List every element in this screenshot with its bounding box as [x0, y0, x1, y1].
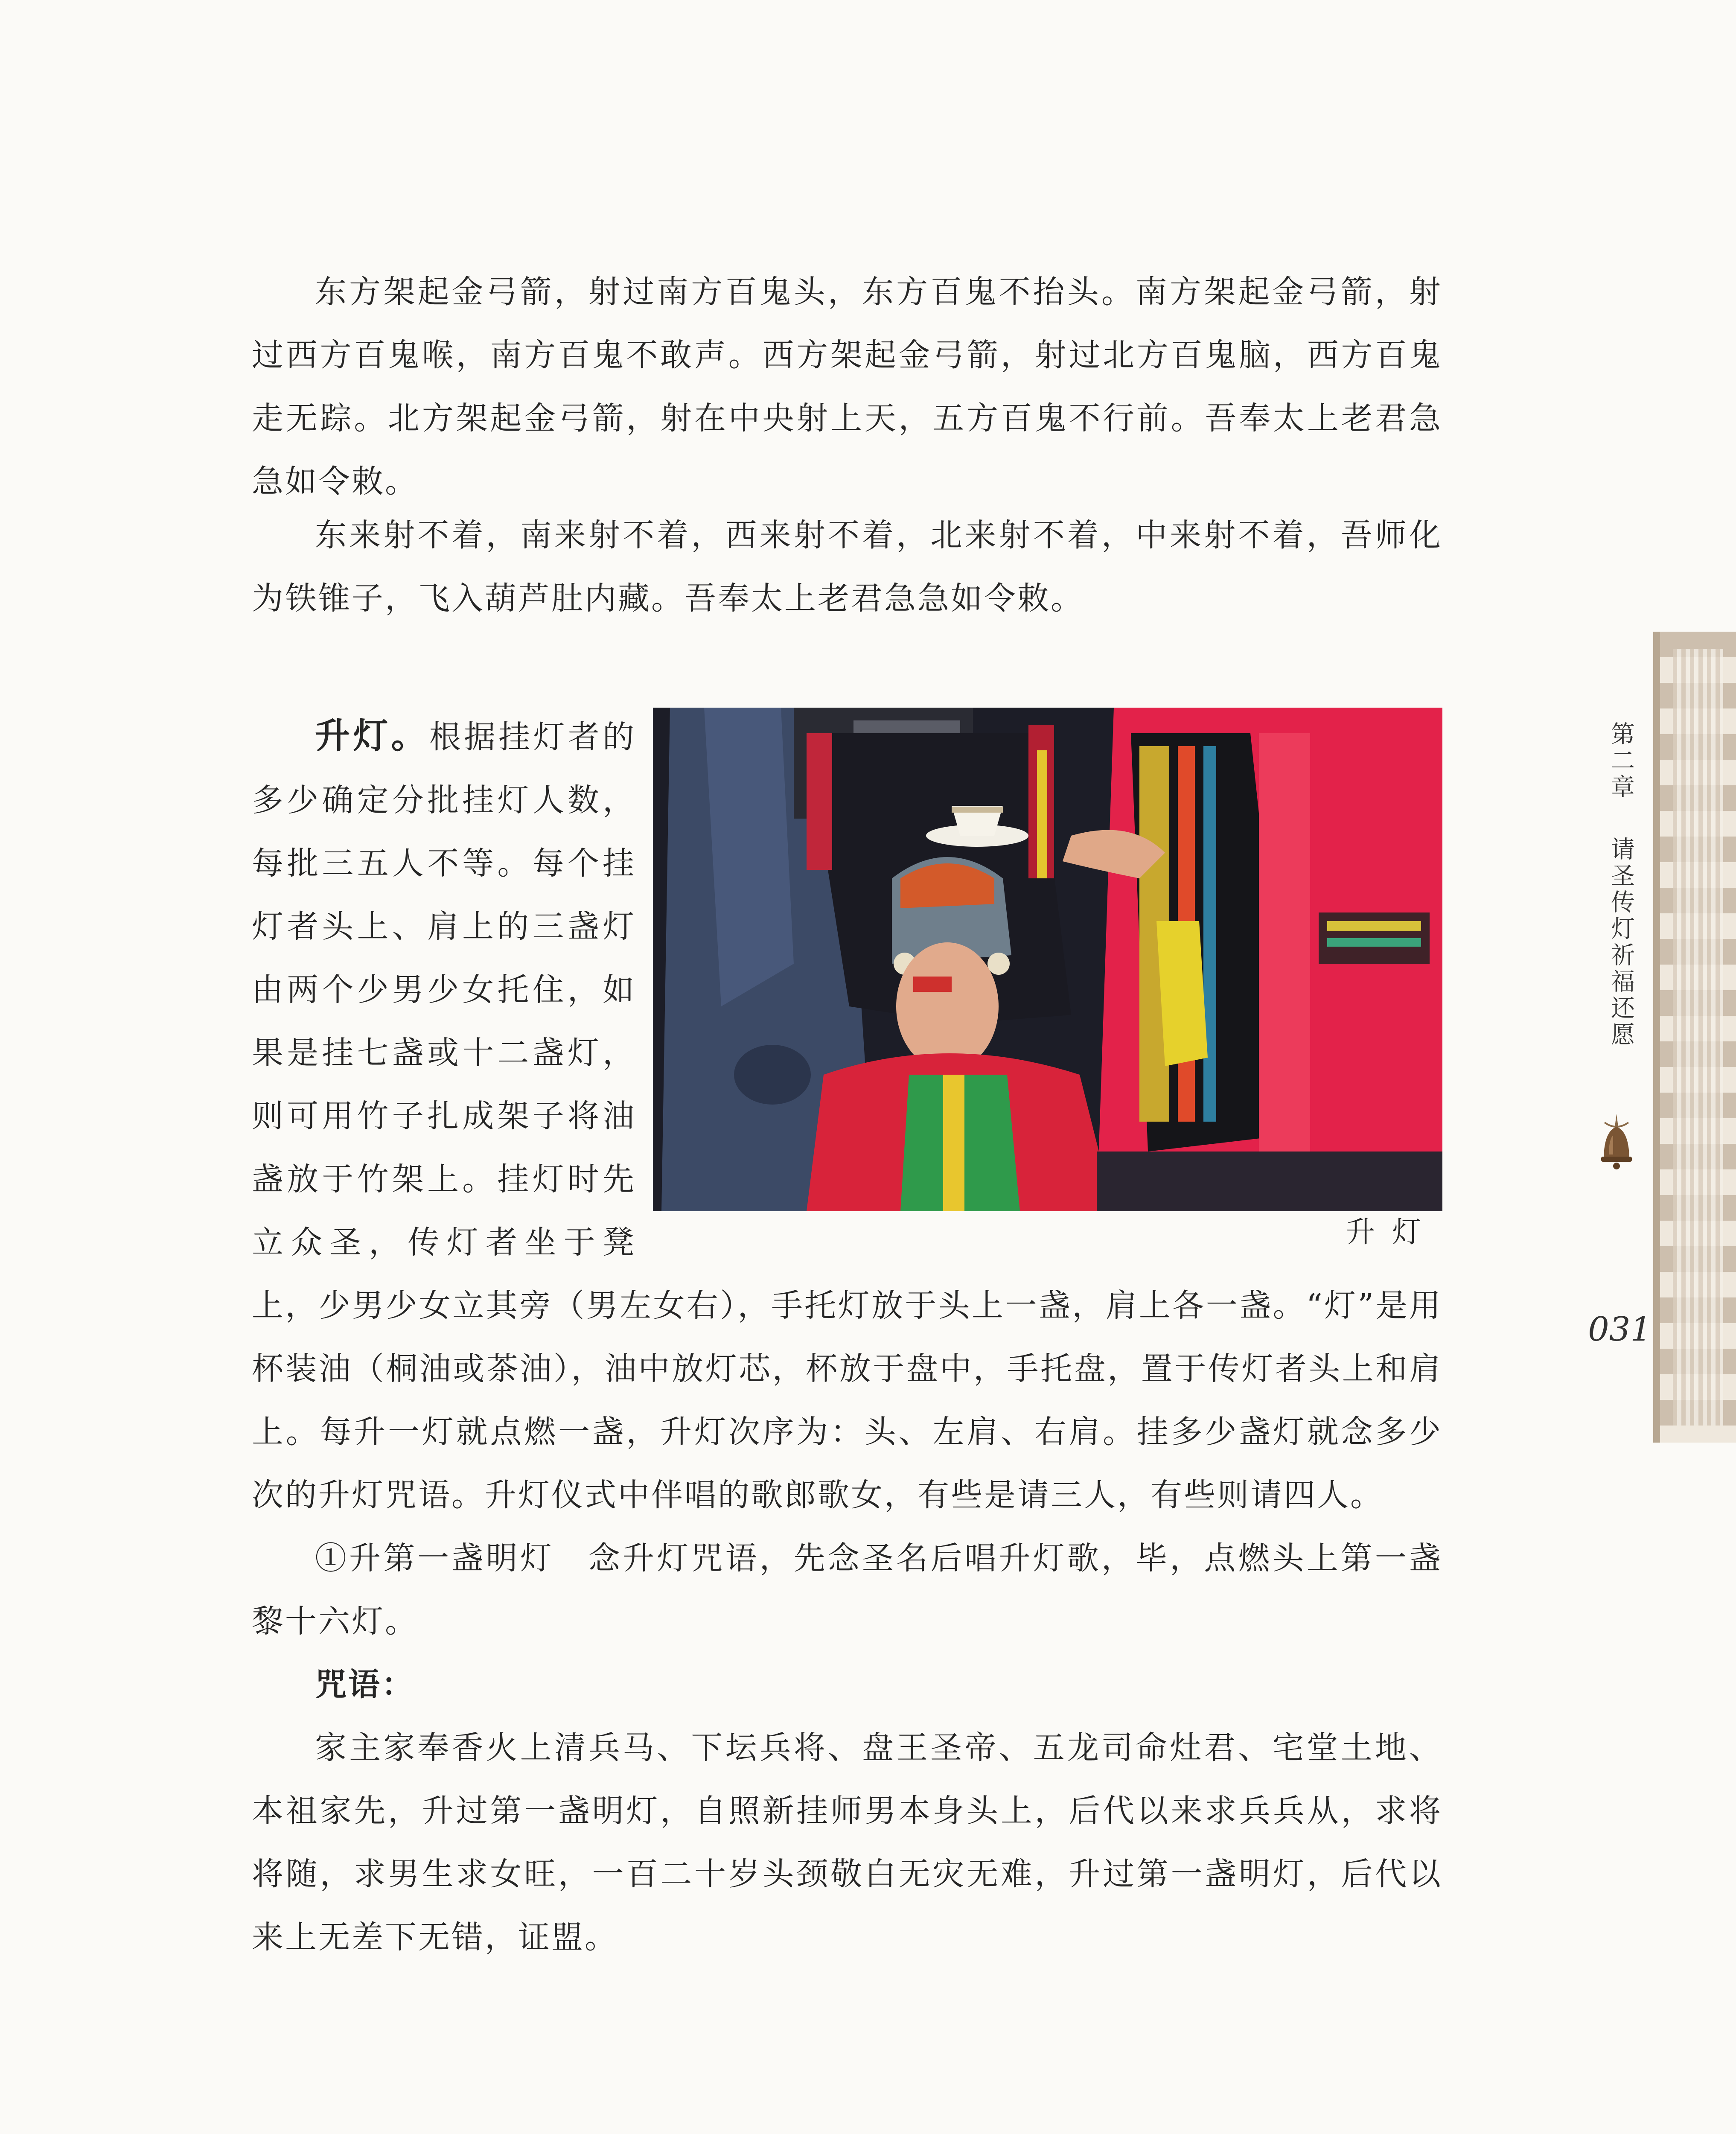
photo-caption: 升灯	[1346, 1216, 1438, 1249]
chapter-name: 请圣传灯祈福还愿	[1607, 837, 1635, 1048]
paragraph-spell-shield	[252, 504, 1442, 630]
photo-figure	[653, 708, 1442, 1249]
ornament-band	[1660, 632, 1736, 1443]
rite-description: 根据挂灯者的多少确定分批挂灯人数，每批三五人不等。每个挂灯者头上、肩上的三盏灯由两个少男少女托住，如果是挂七盏或十二盏灯，则可用竹子扎成架子将油盏放于竹架上。挂灯时先立众圣，传灯者坐于凳上，少男少女立其旁（男左女右），手托灯放于头上一盏，肩上各一盏。“灯”是用杯装油（桐油或茶油），油中放灯芯，杯放于盘中，手托盘，置于传灯者头上和肩上。每升一灯就点燃一盏，升灯次序为：头、左肩、右肩。挂多少盏灯就念多少次的升灯咒语。升灯仪式中伴唱的歌郎歌女，有些是请三人，有些则请四人。	[252, 719, 1442, 1513]
section-lamp-rite	[252, 704, 1442, 1969]
paragraph-text: 东来射不着，南来射不着，西来射不着，北来射不着，中来射不着，吾师化为铁锥子，飞入葫芦肚内藏。吾奉太上老君急急如令敕。	[252, 517, 1442, 617]
rite-body	[252, 704, 1442, 1969]
spell-paragraph: 家主家奉香火上清兵马、下坛兵将、盘王圣帝、五龙司命灶君、宅堂土地、本祖家先，升过第一盏明灯，自照新挂师男本身头上，后代以来求兵兵从，求将将随，求男生求女旺，一百二十岁头颈敬白无灾无难，升过第一盏明灯，后代以来上无差下无错，证盟。	[252, 1729, 1442, 1956]
photo-illustration	[653, 708, 1442, 1211]
section-lead: 升灯。	[315, 715, 429, 756]
chapter-label: 第二章	[1607, 721, 1635, 801]
paragraph-text: 东方架起金弓箭，射过南方百鬼头，东方百鬼不抬头。南方架起金弓箭，射过西方百鬼喉，南方百鬼不敢声。西方架起金弓箭，射过北方百鬼脑，西方百鬼走无踪。北方架起金弓箭，射在中央射上天，五方百鬼不行前。吾奉太上老君急急如令敕。	[252, 274, 1442, 500]
lamp-raising-photo	[653, 708, 1442, 1211]
page-number: 031	[1588, 1310, 1652, 1349]
spell-heading: 咒语：	[315, 1666, 415, 1703]
ornament-band-edge	[1653, 632, 1660, 1443]
bell-icon	[1596, 1114, 1637, 1178]
step-one-paragraph: ①升第一盏明灯 念升灯咒语，先念圣名后唱升灯歌，毕，点燃头上第一盏黎十六灯。	[252, 1540, 1442, 1640]
paragraph-spell-arrows	[252, 260, 1442, 513]
